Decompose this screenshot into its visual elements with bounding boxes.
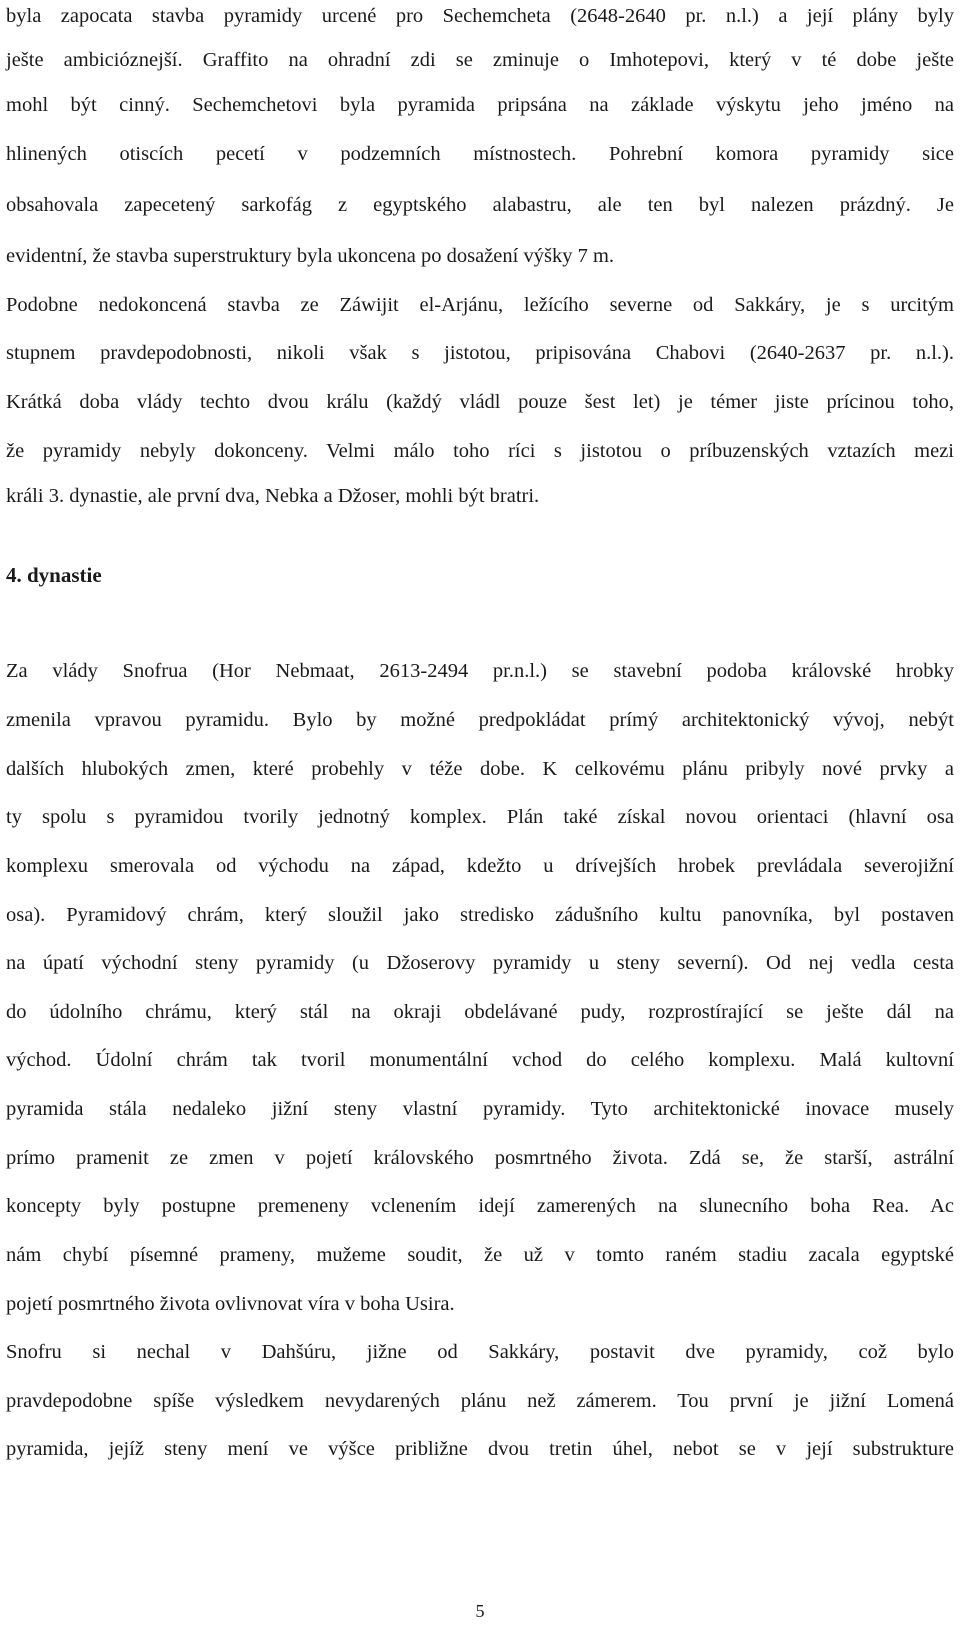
text-line: na úpatí východní steny pyramidy (u Džoserovy pyramidy u steny severní). Od nej vedla cesta: [6, 952, 954, 974]
text-line: ty spolu s pyramidou tvorily jednotný komplex. Plán také získal novou orientaci (hlavní osa: [6, 806, 954, 828]
text-line: že pyramidy nebyly dokonceny. Velmi málo toho ríci s jistotou o príbuzenských vztazích mezi: [6, 440, 954, 462]
text-line: byla zapocata stavba pyramidy urcené pro Sechemcheta (2648-2640 pr. n.l.) a její plány byly: [6, 5, 954, 27]
text-line: do údolního chrámu, který stál na okraji obdelávané pudy, rozprostírající se ješte dál na: [6, 1001, 954, 1023]
text-line: prímo pramenit ze zmen v pojetí královského posmrtného života. Zdá se, že starší, astrální: [6, 1147, 954, 1169]
text-line: Za vlády Snofrua (Hor Nebmaat, 2613-2494 pr.n.l.) se stavební podoba královské hrobky: [6, 660, 954, 682]
page-number: 5: [475, 1601, 485, 1621]
text-line: zmenila vpravou pyramidu. Bylo by možné predpokládat prímý architektonický vývoj, nebýt: [6, 709, 954, 731]
text-line: pojetí posmrtného života ovlivnovat víra v boha Usira.: [6, 1293, 455, 1315]
text-line: Snofru si nechal v Dahšúru, jižne od Sakkáry, postavit dve pyramidy, což bylo: [6, 1341, 954, 1363]
text-line: komplexu smerovala od východu na západ, kdežto u drívejších hrobek prevládala severojižní: [6, 855, 954, 877]
text-line: hlinených otiscích pecetí v podzemních místnostech. Pohrební komora pyramidy sice: [6, 143, 954, 165]
text-line: osa). Pyramidový chrám, který sloužil jako stredisko zádušního kultu panovníka, byl postaven: [6, 904, 954, 926]
section-heading: 4. dynastie: [6, 563, 102, 587]
text-line: evidentní, že stavba superstruktury byla ukoncena po dosažení výšky 7 m.: [6, 245, 615, 267]
text-line: koncepty byly postupne premeneny vclenením idejí zamerených na slunecního boha Rea. Ac: [6, 1195, 954, 1217]
text-line: pyramida, jejíž steny mení ve výšce približne dvou tretin úhel, nebot se v její substrukture: [6, 1438, 954, 1460]
text-line: nám chybí písemné prameny, mužeme soudit, že už v tomto raném stadiu zacala egyptské: [6, 1244, 954, 1266]
text-line: Podobne nedokoncená stavba ze Záwijit el-Arjánu, ležícího severne od Sakkáry, je s urcitým: [6, 294, 954, 316]
text-line: obsahovala zapecetený sarkofág z egyptského alabastru, ale ten byl nalezen prázdný. Je: [6, 194, 954, 216]
text-line: pyramida stála nedaleko jižní steny vlastní pyramidy. Tyto architektonické inovace musely: [6, 1098, 954, 1120]
text-line: stupnem pravdepodobnosti, nikoli však s jistotou, pripisována Chabovi (2640-2637 pr. n.l.).: [6, 342, 954, 364]
text-line: pravdepodobne spíše výsledkem nevydarených plánu než zámerem. Tou první je jižní Lomená: [6, 1390, 954, 1412]
text-line: králi 3. dynastie, ale první dva, Nebka a Džoser, mohli být bratri.: [6, 485, 540, 507]
text-line: mohl být cinný. Sechemchetovi byla pyramida pripsána na základe výskytu jeho jméno na: [6, 94, 954, 116]
text-line: ješte ambicióznejší. Graffito na ohradní zdi se zminuje o Imhotepovi, který v té dobe ješte: [6, 49, 954, 71]
text-line: východ. Údolní chrám tak tvoril monumentální vchod do celého komplexu. Malá kultovní: [6, 1049, 954, 1071]
text-line: dalších hlubokých zmen, které probehly v téže dobe. K celkovému plánu pribyly nové prvky a: [6, 758, 954, 780]
text-line: Krátká doba vlády techto dvou králu (každý vládl pouze šest let) je témer jiste prícinou toho,: [6, 391, 954, 413]
